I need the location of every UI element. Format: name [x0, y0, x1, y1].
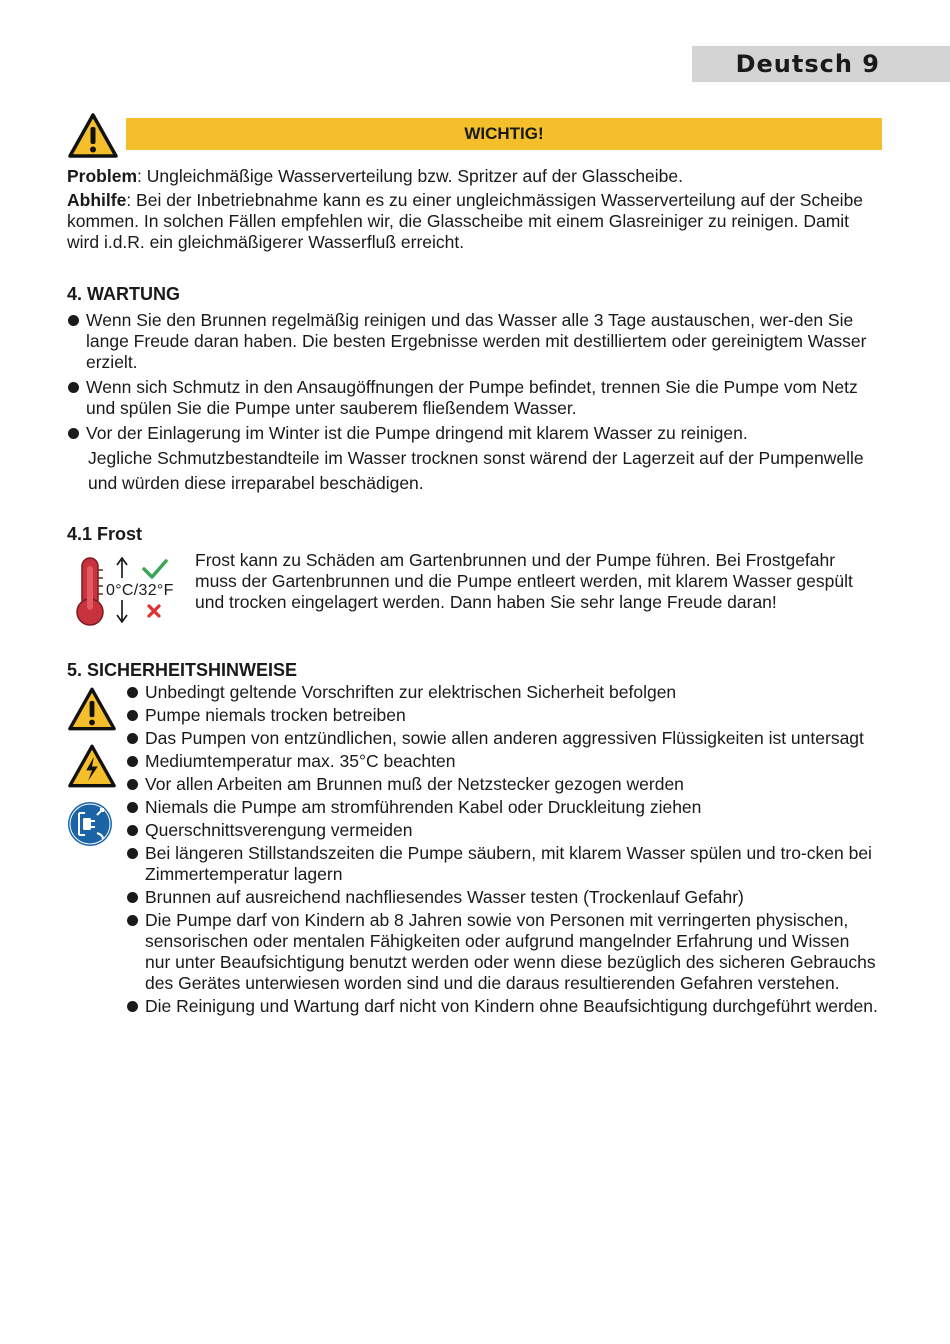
list-item: Wenn sich Schmutz in den Ansaugöffnungen der Pumpe befindet, trennen Sie die Pumpe vom Netz und spülen Sie die Pumpe unter sauberem fließendem Wasser.	[67, 377, 877, 419]
safety-heading: 5. SICHERHEITSHINWEISE	[67, 660, 298, 680]
maintenance-continuation: Jegliche Schmutzbestandteile im Wasser trocknen sonst wärend der Lagerzeit auf der Pumpenwelle und würden diese irreparabel beschädigen.	[88, 448, 864, 493]
check-icon	[142, 558, 168, 580]
important-section	[67, 166, 877, 253]
problem-text: : Ungleichmäßige Wasserverteilung bzw. Spritzer auf der Glasscheibe.	[137, 166, 684, 186]
safety-section	[67, 659, 877, 681]
remedy-label: Abhilfe	[67, 190, 127, 210]
list-item: Wenn Sie den Brunnen regelmäßig reinigen und das Wasser alle 3 Tage austauschen, wer-den Sie lange Freude daran haben. Die besten Ergebnisse werden mit destilliertem oder gereinigtem Wasser erzielt.	[67, 310, 877, 373]
electric-hazard-icon	[67, 743, 117, 789]
list-item: Mediumtemperatur max. 35°C beachten	[126, 751, 878, 772]
safety-list-container	[126, 682, 878, 1019]
problem-paragraph	[67, 166, 877, 187]
list-item: Die Reinigung und Wartung darf nicht von Kindern ohne Beaufsichtigung durchgeführt werden.	[126, 996, 878, 1017]
list-item: Niemals die Pumpe am stromführenden Kabel oder Druckleitung ziehen	[126, 797, 878, 818]
important-banner	[126, 118, 882, 150]
important-title: WICHTIG!	[464, 124, 544, 143]
list-item: Die Pumpe darf von Kindern ab 8 Jahren sowie von Personen mit verringerten physischen, sensorischen oder mentalen Fähigkeiten oder aufgrund mangelnder Erfahrung und Wissen nur unter Beaufsichtigung benutzt werden oder wenn diese bezüglich des sicheren Gebrauchs des Gerätes unterwiesen worden sind und die daraus resultierenden Gefahren verstehen.	[126, 910, 878, 994]
remedy-text: : Bei der Inbetriebnahme kann es zu einer ungleichmässigen Wasserverteilung auf der Scheibe kommen. In solchen Fällen empfehlen wir, die Glasscheibe mit einem Glasreiniger zu reinigen. Damit wird i.d.R. ein gleichmäßigerer Wasserfluß erreicht.	[67, 190, 864, 252]
list-item: Unbedingt geltende Vorschriften zur elektrischen Sicherheit befolgen	[126, 682, 878, 703]
list-item: Pumpe niemals trocken betreiben	[126, 705, 878, 726]
remedy-paragraph	[67, 190, 877, 253]
safety-list	[126, 682, 878, 1017]
maintenance-heading: 4. WARTUNG	[67, 284, 181, 304]
list-item: Querschnittsverengung vermeiden	[126, 820, 878, 841]
frost-section	[67, 523, 877, 545]
page-header	[692, 46, 950, 82]
maintenance-list	[67, 310, 877, 444]
page-title: Deutsch 9	[735, 50, 880, 78]
disconnect-plug-icon	[67, 801, 113, 847]
warning-triangle-icon	[67, 686, 117, 732]
frost-heading: 4.1 Frost	[67, 524, 143, 544]
temperature-label: 0°C/32°F	[106, 582, 174, 599]
problem-label: Problem	[67, 166, 138, 186]
list-item: Brunnen auf ausreichend nachfliesendes Wasser testen (Trockenlauf Gefahr)	[126, 887, 878, 908]
list-item: Vor allen Arbeiten am Brunnen muß der Netzstecker gezogen werden	[126, 774, 878, 795]
list-item: Bei längeren Stillstandszeiten die Pumpe säubern, mit klarem Wasser spülen und tro-cken bei Zimmertemperatur lagern	[126, 843, 878, 885]
warning-triangle-icon	[67, 112, 119, 159]
list-item: Vor der Einlagerung im Winter ist die Pumpe dringend mit klarem Wasser zu reinigen.	[67, 423, 877, 444]
list-item: Das Pumpen von entzündlichen, sowie allen anderen aggressiven Flüssigkeiten ist untersagt	[126, 728, 878, 749]
frost-text: Frost kann zu Schäden am Gartenbrunnen und der Pumpe führen. Bei Frostgefahr muss der Gartenbrunnen und die Pumpe entleert werden, mit klarem Wasser gespült und trocken eingelagert werden. Dann haben Sie sehr lange Freude daran!	[195, 550, 853, 612]
maintenance-section	[67, 283, 877, 496]
cross-icon	[146, 603, 162, 619]
